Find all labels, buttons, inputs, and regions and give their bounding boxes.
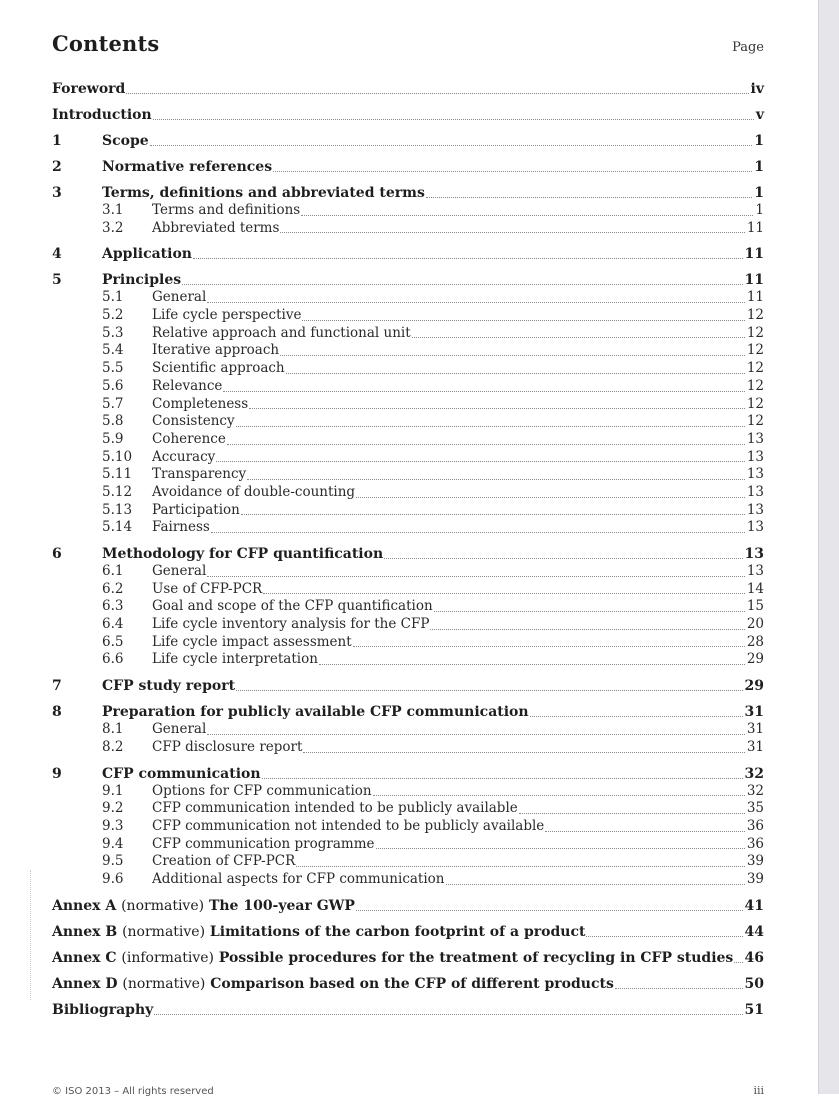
- dot-leader: [223, 390, 744, 392]
- toc-entry-subsection[interactable]: [52, 581, 764, 599]
- annex-title: The 100-year GWP: [208, 897, 355, 914]
- toc-entry-number: 6.4: [102, 616, 124, 633]
- toc-entry-subsection[interactable]: [52, 800, 764, 818]
- toc-entry-number: 5.6: [102, 377, 124, 394]
- toc-entry-title: Life cycle interpretation: [152, 651, 318, 668]
- toc-entry-title: Coherence: [152, 430, 226, 447]
- toc-entry-number: 3.2: [102, 219, 124, 236]
- toc-entry-page: 1: [754, 185, 764, 201]
- dot-leader: [296, 865, 745, 867]
- toc-entry-page: 13: [746, 501, 764, 518]
- dot-leader: [153, 118, 754, 120]
- dot-leader: [301, 214, 753, 216]
- toc-entry-page: 39: [746, 870, 764, 887]
- toc-entry-page: 12: [746, 395, 764, 412]
- toc-entry-title: CFP communication intended to be publicly available: [152, 800, 518, 817]
- dot-leader: [530, 715, 743, 717]
- toc-entry-title: CFP communication: [102, 765, 261, 782]
- toc-entry-number: 4: [52, 246, 62, 263]
- annex-title: Comparison based on the CFP of different products: [210, 975, 614, 992]
- toc-entry-title: CFP study report: [102, 678, 236, 695]
- toc-entry-page: 44: [744, 923, 764, 940]
- toc-entry-page: 32: [746, 782, 764, 799]
- toc-entry-page: 13: [746, 466, 764, 483]
- toc-entry-subsection[interactable]: [52, 721, 764, 739]
- toc-entry-page: 31: [744, 704, 764, 721]
- toc-entry-subsection[interactable]: [52, 634, 764, 652]
- toc-entry-title: Preparation for publicly available CFP communication: [102, 704, 529, 721]
- toc-entry-subsection[interactable]: [52, 563, 764, 581]
- toc-entry-number: 5: [52, 272, 62, 289]
- dot-leader: [263, 592, 745, 594]
- toc-entry-number: 9.3: [102, 817, 124, 834]
- toc-entry-page: 29: [744, 678, 764, 695]
- toc-entry-annex[interactable]: [52, 975, 764, 993]
- copyright-footer: © ISO 2013 – All rights reserved: [52, 1086, 214, 1097]
- toc-entry-back[interactable]: [52, 1001, 764, 1019]
- toc-entry-title: Life cycle perspective: [152, 307, 302, 324]
- toc-entry-section[interactable]: [52, 132, 764, 150]
- dot-leader: [150, 144, 753, 146]
- toc-entry-number: 6.6: [102, 651, 124, 668]
- dot-leader: [384, 557, 742, 559]
- toc-entry-number: 9.2: [102, 800, 124, 817]
- toc-entry-section[interactable]: [52, 545, 764, 563]
- toc-entry-title: Completeness: [152, 395, 249, 412]
- toc-entry-subsection[interactable]: [52, 342, 764, 360]
- toc-entry-number: 9.5: [102, 853, 124, 870]
- toc-entry-title: Application: [102, 246, 192, 263]
- footer-page-number: iii: [753, 1084, 764, 1097]
- toc-entry-title: General: [152, 721, 207, 738]
- toc-entry-title: Life cycle inventory analysis for the CFP: [152, 616, 430, 633]
- dot-leader: [356, 909, 743, 911]
- annex-type: (normative): [121, 897, 205, 914]
- toc-entry-subsection[interactable]: [52, 598, 764, 616]
- toc-entry-title: Participation: [152, 501, 240, 518]
- toc-entry-subsection[interactable]: [52, 325, 764, 343]
- toc-entry-annex[interactable]: [52, 923, 764, 941]
- toc-entry-title: Relevance: [152, 377, 223, 394]
- toc-entry-subsection[interactable]: [52, 818, 764, 836]
- toc-entry-front[interactable]: [52, 106, 764, 124]
- dot-leader: [615, 987, 743, 989]
- toc-entry-section[interactable]: [52, 158, 764, 176]
- dot-leader: [319, 663, 745, 665]
- toc-entry-number: 1: [52, 133, 62, 149]
- annex-prefix: Annex D: [52, 975, 118, 992]
- toc-entry-title: Iterative approach: [152, 342, 280, 359]
- toc-entry-number: 9.6: [102, 870, 124, 887]
- toc-entry-page: 1: [755, 202, 764, 218]
- dot-leader: [227, 443, 745, 445]
- toc-entry-page: 39: [746, 853, 764, 870]
- toc-entry-title: Transparency: [152, 466, 247, 483]
- toc-entry-page: 36: [746, 817, 764, 834]
- toc-entry-number: 6.2: [102, 580, 124, 597]
- toc-entry-page: 31: [746, 721, 764, 738]
- toc-entry-annex[interactable]: [52, 897, 764, 915]
- toc-entry-page: 31: [746, 738, 764, 755]
- dot-leader: [286, 372, 745, 374]
- dot-leader: [207, 733, 745, 735]
- toc-entry-subsection[interactable]: [52, 502, 764, 520]
- toc-entry-page: 12: [746, 413, 764, 430]
- toc-entry-subsection[interactable]: [52, 396, 764, 414]
- toc-entry-title: Fairness: [152, 519, 210, 536]
- toc-entry-number: 5.7: [102, 395, 124, 412]
- dot-leader: [426, 196, 752, 198]
- toc-entry-subsection[interactable]: [52, 413, 764, 431]
- dot-leader: [193, 257, 743, 259]
- toc-entry-subsection[interactable]: [52, 360, 764, 378]
- toc-entry-page: 13: [746, 563, 764, 579]
- dot-leader: [434, 610, 745, 612]
- toc-entry-page: 13: [746, 483, 764, 500]
- dot-leader: [236, 689, 742, 691]
- toc-entry-title: Introduction: [52, 107, 152, 123]
- toc-entry-subsection[interactable]: [52, 449, 764, 467]
- toc-entry-number: 9: [52, 765, 62, 782]
- toc-entry-page: 51: [744, 1001, 764, 1018]
- toc-entry-title: Normative references: [102, 159, 273, 175]
- toc-entry-title: Principles: [102, 272, 182, 289]
- dot-leader: [356, 496, 745, 498]
- dot-leader: [247, 478, 745, 480]
- toc-entry-title: [52, 949, 733, 967]
- annex-title: Possible procedures for the treatment of recycling in CFP studies: [218, 949, 734, 966]
- toc-entry-title: Terms, definitions and abbreviated terms: [102, 185, 425, 201]
- annex-type: (informative): [121, 949, 215, 966]
- toc-entry-number: 6: [52, 546, 62, 562]
- toc-entry-page: 20: [746, 616, 764, 633]
- toc-entry-number: 5.5: [102, 360, 124, 377]
- toc-entry-title: Additional aspects for CFP communication: [152, 870, 445, 887]
- toc-entry-number: 5.9: [102, 430, 124, 447]
- toc-entry-title: Life cycle impact assessment: [152, 633, 352, 650]
- toc-entry-page: 1: [754, 133, 764, 149]
- toc-entry-title: CFP disclosure report: [152, 738, 303, 755]
- toc-entry-title: Goal and scope of the CFP quantification: [152, 598, 433, 615]
- dot-leader: [154, 1013, 742, 1015]
- toc-entry-title: Use of CFP-PCR: [152, 580, 263, 597]
- toc-entry-number: 5.8: [102, 413, 124, 430]
- annex-prefix: Annex B: [52, 923, 118, 940]
- annex-prefix: Annex C: [52, 949, 117, 966]
- toc-entry-page: 11: [746, 219, 764, 236]
- toc-entry-title: Scientific approach: [152, 360, 285, 377]
- toc-entry-page: 13: [746, 519, 764, 536]
- toc-entry-number: 5.10: [102, 448, 133, 465]
- toc-entry-title: Relative approach and functional unit: [152, 324, 411, 341]
- toc-entry-title: [52, 975, 614, 993]
- dot-leader: [519, 812, 745, 814]
- toc-entry-page: 13: [746, 430, 764, 447]
- toc-entry-title: Options for CFP communication: [152, 782, 372, 799]
- toc-entry-number: 8.1: [102, 721, 124, 738]
- toc-entry-subsection[interactable]: [52, 484, 764, 502]
- toc-entry-section[interactable]: [52, 677, 764, 695]
- toc-entry-subsection[interactable]: [52, 307, 764, 325]
- dot-leader: [182, 283, 742, 285]
- annex-type: (normative): [122, 923, 206, 940]
- dot-leader: [373, 794, 745, 796]
- toc-entry-section[interactable]: [52, 184, 764, 202]
- toc-entry-title: Scope: [102, 133, 149, 149]
- toc-entry-subsection[interactable]: [52, 519, 764, 537]
- toc-entry-title: Bibliography: [52, 1001, 154, 1018]
- toc-entry-page: 28: [746, 633, 764, 650]
- toc-entry-page: 12: [746, 342, 764, 359]
- toc-entry-number: 5.3: [102, 324, 124, 341]
- toc-entry-section[interactable]: [52, 245, 764, 263]
- dot-leader: [280, 354, 745, 356]
- toc-entry-title: Consistency: [152, 413, 235, 430]
- toc-entry-page: 12: [746, 360, 764, 377]
- toc-entry-page: iv: [750, 81, 764, 97]
- toc-entry-title: Terms and definitions: [152, 202, 301, 218]
- toc-entry-number: 5.11: [102, 466, 133, 483]
- toc-entry-subsection[interactable]: [52, 651, 764, 669]
- dot-leader: [280, 231, 744, 233]
- toc-entry-number: 5.12: [102, 483, 133, 500]
- dot-leader: [216, 460, 745, 462]
- toc-entry-number: 3: [52, 185, 62, 201]
- toc-entry-page: 12: [746, 324, 764, 341]
- table-of-contents: [52, 80, 764, 1019]
- toc-entry-subsection[interactable]: [52, 783, 764, 801]
- dot-leader: [207, 575, 745, 577]
- toc-entry-page: 12: [746, 377, 764, 394]
- toc-entry-number: 5.1: [102, 289, 124, 306]
- toc-entry-page: 36: [746, 835, 764, 852]
- toc-entry-number: 7: [52, 678, 62, 695]
- toc-entry-page: 14: [746, 580, 764, 597]
- toc-entry-title: Methodology for CFP quantification: [102, 546, 384, 562]
- toc-entry-page: 46: [744, 949, 764, 966]
- toc-entry-subsection[interactable]: [52, 871, 764, 889]
- toc-entry-page: 11: [744, 272, 764, 289]
- toc-entry-page: 29: [746, 651, 764, 668]
- dot-leader: [376, 847, 745, 849]
- dot-leader: [126, 92, 748, 94]
- toc-entry-subsection[interactable]: [52, 378, 764, 396]
- toc-entry-title: Creation of CFP-PCR: [152, 853, 296, 870]
- toc-entry-section[interactable]: [52, 271, 764, 289]
- toc-entry-page: 15: [746, 598, 764, 615]
- dot-leader: [262, 777, 743, 779]
- dot-leader: [545, 830, 745, 832]
- toc-entry-page: 1: [754, 159, 764, 175]
- toc-entry-number: 5.13: [102, 501, 133, 518]
- dot-leader: [586, 935, 742, 937]
- toc-entry-subsection[interactable]: [52, 739, 764, 757]
- toc-entry-front[interactable]: [52, 80, 764, 98]
- annex-type: (normative): [122, 975, 206, 992]
- toc-entry-title: [52, 897, 355, 915]
- toc-entry-title: General: [152, 289, 207, 306]
- toc-entry-page: 11: [746, 289, 764, 306]
- toc-entry-subsection[interactable]: [52, 431, 764, 449]
- toc-entry-title: General: [152, 563, 207, 579]
- toc-entry-title: Foreword: [52, 81, 126, 97]
- toc-entry-page: 50: [744, 975, 764, 992]
- toc-entry-title: CFP communication programme: [152, 835, 375, 852]
- dot-leader: [734, 961, 742, 963]
- toc-entry-page: 32: [744, 765, 764, 782]
- toc-entry-subsection[interactable]: [52, 853, 764, 871]
- toc-entry-page: 13: [746, 448, 764, 465]
- dot-leader: [430, 628, 744, 630]
- toc-entry-subsection[interactable]: [52, 616, 764, 634]
- toc-entry-number: 8: [52, 704, 62, 721]
- page-column-label: Page: [732, 40, 764, 55]
- dot-leader: [241, 513, 745, 515]
- toc-entry-title: [52, 923, 585, 941]
- annex-prefix: Annex A: [52, 897, 117, 914]
- toc-entry-page: 12: [746, 307, 764, 324]
- dot-leader: [353, 645, 745, 647]
- toc-entry-number: 9.4: [102, 835, 124, 852]
- dot-leader: [303, 751, 744, 753]
- page-title: Contents: [52, 31, 160, 56]
- toc-entry-number: 5.2: [102, 307, 124, 324]
- toc-entry-number: 5.4: [102, 342, 124, 359]
- dot-leader: [412, 336, 745, 338]
- toc-entry-number: 6.3: [102, 598, 124, 615]
- toc-entry-subsection[interactable]: [52, 836, 764, 854]
- margin-annotation: [30, 870, 35, 1000]
- toc-entry-page: 41: [744, 897, 764, 914]
- toc-entry-page: 13: [744, 546, 764, 562]
- toc-entry-page: 11: [744, 246, 764, 263]
- toc-entry-title: Avoidance of double-counting: [152, 483, 356, 500]
- toc-entry-number: 8.2: [102, 738, 124, 755]
- dot-leader: [249, 407, 745, 409]
- toc-entry-title: CFP communication not intended to be publicly available: [152, 817, 545, 834]
- toc-entry-annex[interactable]: [52, 949, 764, 967]
- toc-entry-title: Accuracy: [152, 448, 216, 465]
- dot-leader: [302, 319, 744, 321]
- toc-entry-subsection[interactable]: [52, 202, 764, 220]
- toc-entry-number: 6.5: [102, 633, 124, 650]
- toc-entry-section[interactable]: [52, 703, 764, 721]
- dot-leader: [207, 301, 745, 303]
- toc-entry-subsection[interactable]: [52, 220, 764, 238]
- toc-entry-number: 9.1: [102, 782, 124, 799]
- toc-entry-page: v: [755, 107, 764, 123]
- toc-entry-page: 35: [746, 800, 764, 817]
- dot-leader: [273, 170, 752, 172]
- dot-leader: [236, 425, 745, 427]
- dot-leader: [211, 531, 745, 533]
- annex-title: Limitations of the carbon footprint of a product: [209, 923, 586, 940]
- dot-leader: [446, 883, 745, 885]
- toc-entry-subsection[interactable]: [52, 289, 764, 307]
- toc-entry-section[interactable]: [52, 765, 764, 783]
- toc-entry-title: Abbreviated terms: [152, 219, 280, 236]
- toc-entry-subsection[interactable]: [52, 466, 764, 484]
- toc-entry-number: 3.1: [102, 202, 124, 218]
- toc-entry-number: 2: [52, 159, 62, 175]
- toc-entry-number: 6.1: [102, 563, 124, 579]
- toc-entry-number: 5.14: [102, 519, 133, 536]
- viewer-side-gutter: [818, 0, 839, 1094]
